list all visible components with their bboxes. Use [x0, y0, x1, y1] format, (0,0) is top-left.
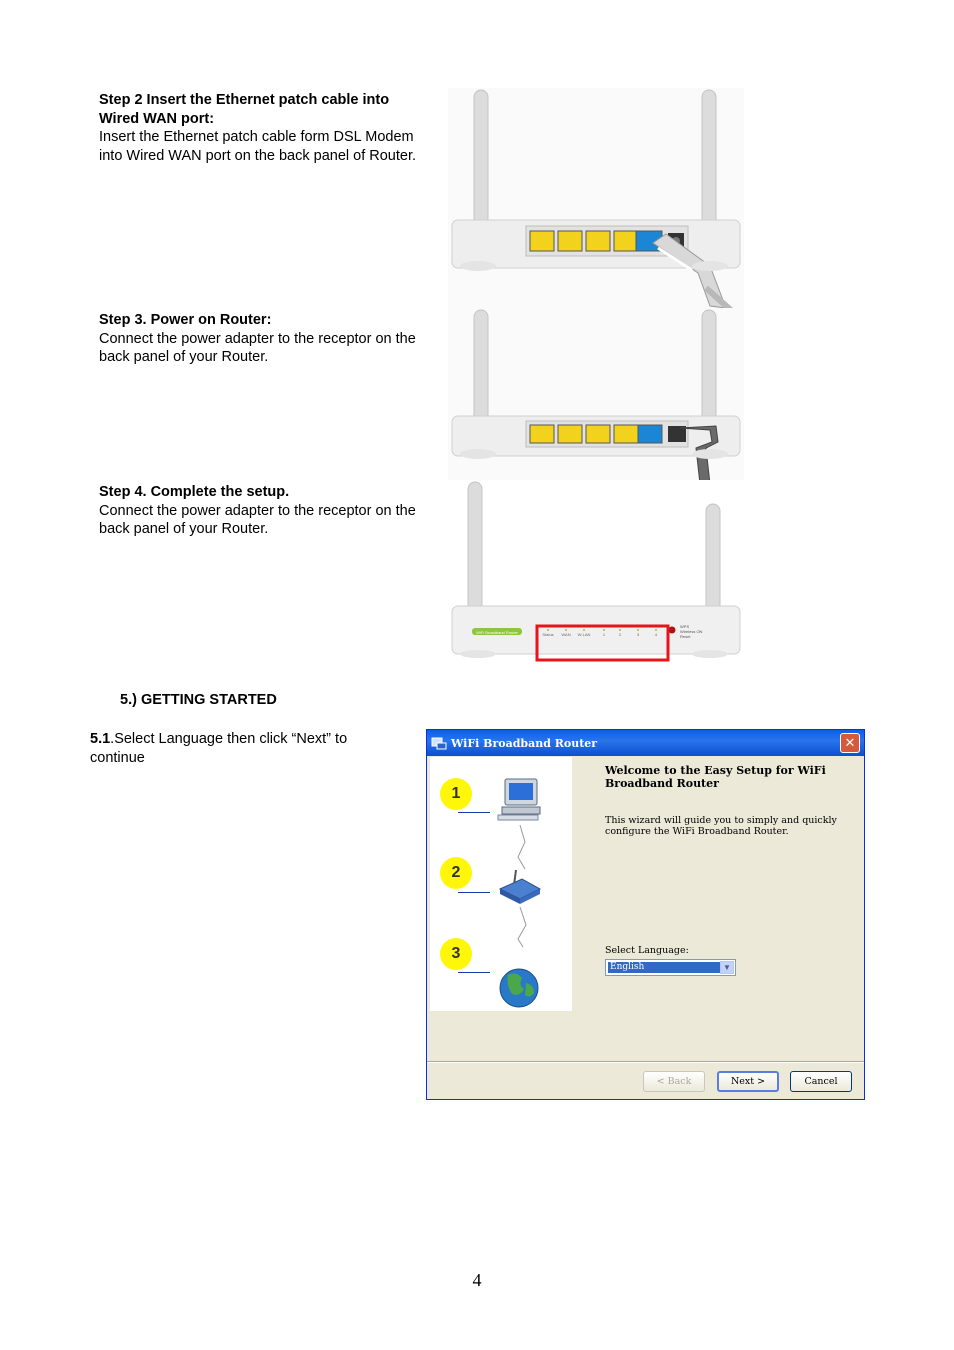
reset-label: Reset: [680, 634, 691, 639]
wan-port: [638, 425, 662, 443]
model-badge-text: WiFi Broadband Router: [476, 630, 518, 635]
globe-icon: [500, 969, 538, 1007]
router-wan-cable-illustration: [448, 88, 744, 312]
wps-label: WPS: [680, 624, 690, 629]
step-underline-3: [458, 972, 490, 973]
router-front-panel-illustration: [448, 480, 744, 668]
instruction: [90, 730, 390, 767]
step-4-title: Step 4. Complete the setup.: [99, 484, 290, 500]
chevron-down-icon[interactable]: ▼: [720, 961, 734, 974]
led-label: 4: [654, 632, 658, 637]
step-badge-3: 3: [440, 938, 472, 970]
wireless-on-label: Wireless ON: [680, 629, 703, 634]
app-icon: [431, 735, 447, 751]
led-label: 2: [618, 632, 622, 637]
instruction-number: 5.1: [90, 731, 111, 747]
language-label: Select Language:: [605, 945, 689, 956]
led-indicator: [603, 629, 605, 631]
dialog-title: WiFi Broadband Router: [451, 736, 598, 750]
step-badge-2: 2: [440, 857, 472, 889]
page-number: 4: [472, 1270, 482, 1290]
cancel-button[interactable]: Cancel: [790, 1071, 852, 1092]
step-2-body: Insert the Ethernet patch cable form DSL Modem into Wired WAN port on the back panel of Router.: [99, 129, 417, 164]
step-2-title: Step 2 Insert the Ethernet patch cable into Wired WAN port:: [99, 92, 390, 127]
language-select-value: English: [608, 962, 720, 973]
router-icon: [500, 870, 540, 904]
welcome-title: Welcome to the Easy Setup for WiFi Broadband Router: [605, 764, 826, 790]
step-underline-1: [458, 812, 490, 813]
close-button[interactable]: ✕: [840, 733, 860, 753]
led-label: Status: [542, 632, 554, 637]
step-4-body: Connect the power adapter to the receptor on the back panel of your Router.: [99, 502, 416, 537]
step-underline-2: [458, 892, 490, 893]
computer-icon: [498, 779, 540, 820]
step-3-title: Step 3. Power on Router:: [99, 312, 272, 328]
setup-wizard-dialog: [426, 729, 865, 1100]
led-indicator: [655, 629, 657, 631]
led-label: 3: [636, 632, 640, 637]
led-indicator: [565, 629, 567, 631]
step-2: [99, 91, 429, 165]
instruction-text: .Select Language then click “Next” to continue: [90, 731, 348, 766]
welcome-description: This wizard will guide you to simply and quickly configure the WiFi Broadband Router.: [605, 815, 837, 837]
antenna-left: [468, 482, 482, 616]
language-select[interactable]: [605, 959, 736, 976]
antenna-right: [706, 504, 720, 616]
step-4: [99, 483, 429, 539]
led-label: W-LAN: [577, 632, 591, 637]
led-indicator: [583, 629, 585, 631]
led-label: 1: [602, 632, 606, 637]
router-power-illustration: [448, 308, 744, 484]
next-button[interactable]: Next >: [717, 1071, 779, 1092]
wps-button: [669, 627, 676, 634]
led-indicator: [619, 629, 621, 631]
divider-highlight: [427, 1062, 864, 1063]
step-3-body: Connect the power adapter to the receptor on the back panel of your Router.: [99, 330, 416, 365]
led-label: WAN: [561, 632, 571, 637]
led-indicator: [547, 629, 549, 631]
step-badge-1: 1: [440, 778, 472, 810]
led-indicator: [637, 629, 639, 631]
step-3: [99, 311, 429, 367]
back-button[interactable]: < Back: [643, 1071, 705, 1092]
section-title: 5.) GETTING STARTED: [120, 692, 277, 708]
steps-panel: [430, 757, 572, 1011]
dialog-titlebar[interactable]: [427, 730, 864, 756]
